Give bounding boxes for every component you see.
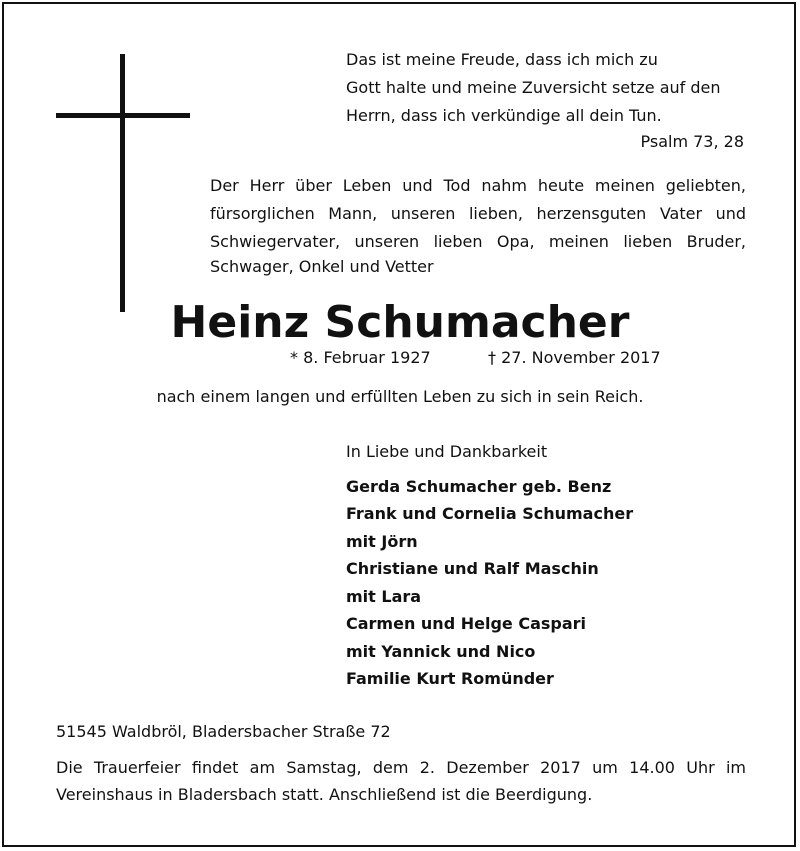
mourner-name: Frank und Cornelia Schumacher <box>346 504 634 523</box>
psalm-quote <box>346 46 746 130</box>
intro-line: Der Herr über Leben und Tod nahm heute meinen geliebten, <box>210 176 746 195</box>
closing-line: nach einem langen und erfüllten Leben zu sich in sein Reich. <box>156 387 644 406</box>
cross-icon <box>120 54 125 312</box>
cross-icon-bar <box>56 113 190 118</box>
mourner-name: Carmen und Helge Caspari <box>346 614 587 633</box>
intro-line: Schwiegervater, unseren lieben Opa, meinen lieben Bruder, <box>210 232 746 251</box>
death-date: † 27. November 2017 <box>488 348 661 367</box>
mourner-name: Christiane und Ralf Maschin <box>346 559 599 578</box>
mourner-name: Familie Kurt Romünder <box>346 669 554 688</box>
mourners-heading: In Liebe und Dankbarkeit <box>346 442 548 461</box>
mourner-name: mit Jörn <box>346 531 418 551</box>
birth-date: * 8. Februar 1927 <box>290 348 431 367</box>
mourners-list <box>346 438 633 693</box>
psalm-line: Das ist meine Freude, dass ich mich zu <box>346 50 658 69</box>
intro-line: fürsorglichen Mann, unseren lieben, herzensguten Vater und <box>210 204 746 223</box>
intro-text <box>210 172 746 256</box>
funeral-line: Vereinshaus in Bladersbach statt. Anschließend ist die Beerdigung. <box>56 785 593 804</box>
psalm-reference: Psalm 73, 28 <box>640 132 744 151</box>
mourner-name: mit Lara <box>346 586 422 606</box>
funeral-line: Die Trauerfeier findet am Samstag, dem 2. Dezember 2017 um 14.00 Uhr im <box>56 758 746 777</box>
psalm-line: Herrn, dass ich verkündige all dein Tun. <box>346 106 662 125</box>
intro-line: Schwager, Onkel und Vetter <box>210 257 434 276</box>
address-line: 51545 Waldbröl, Bladersbacher Straße 72 <box>56 722 391 741</box>
mourner-name: mit Yannick und Nico <box>346 641 536 661</box>
deceased-name: Heinz Schumacher <box>170 297 630 348</box>
mourner-name: Gerda Schumacher geb. Benz <box>346 476 612 496</box>
psalm-line: Gott halte und meine Zuversicht setze auf den <box>346 78 721 97</box>
